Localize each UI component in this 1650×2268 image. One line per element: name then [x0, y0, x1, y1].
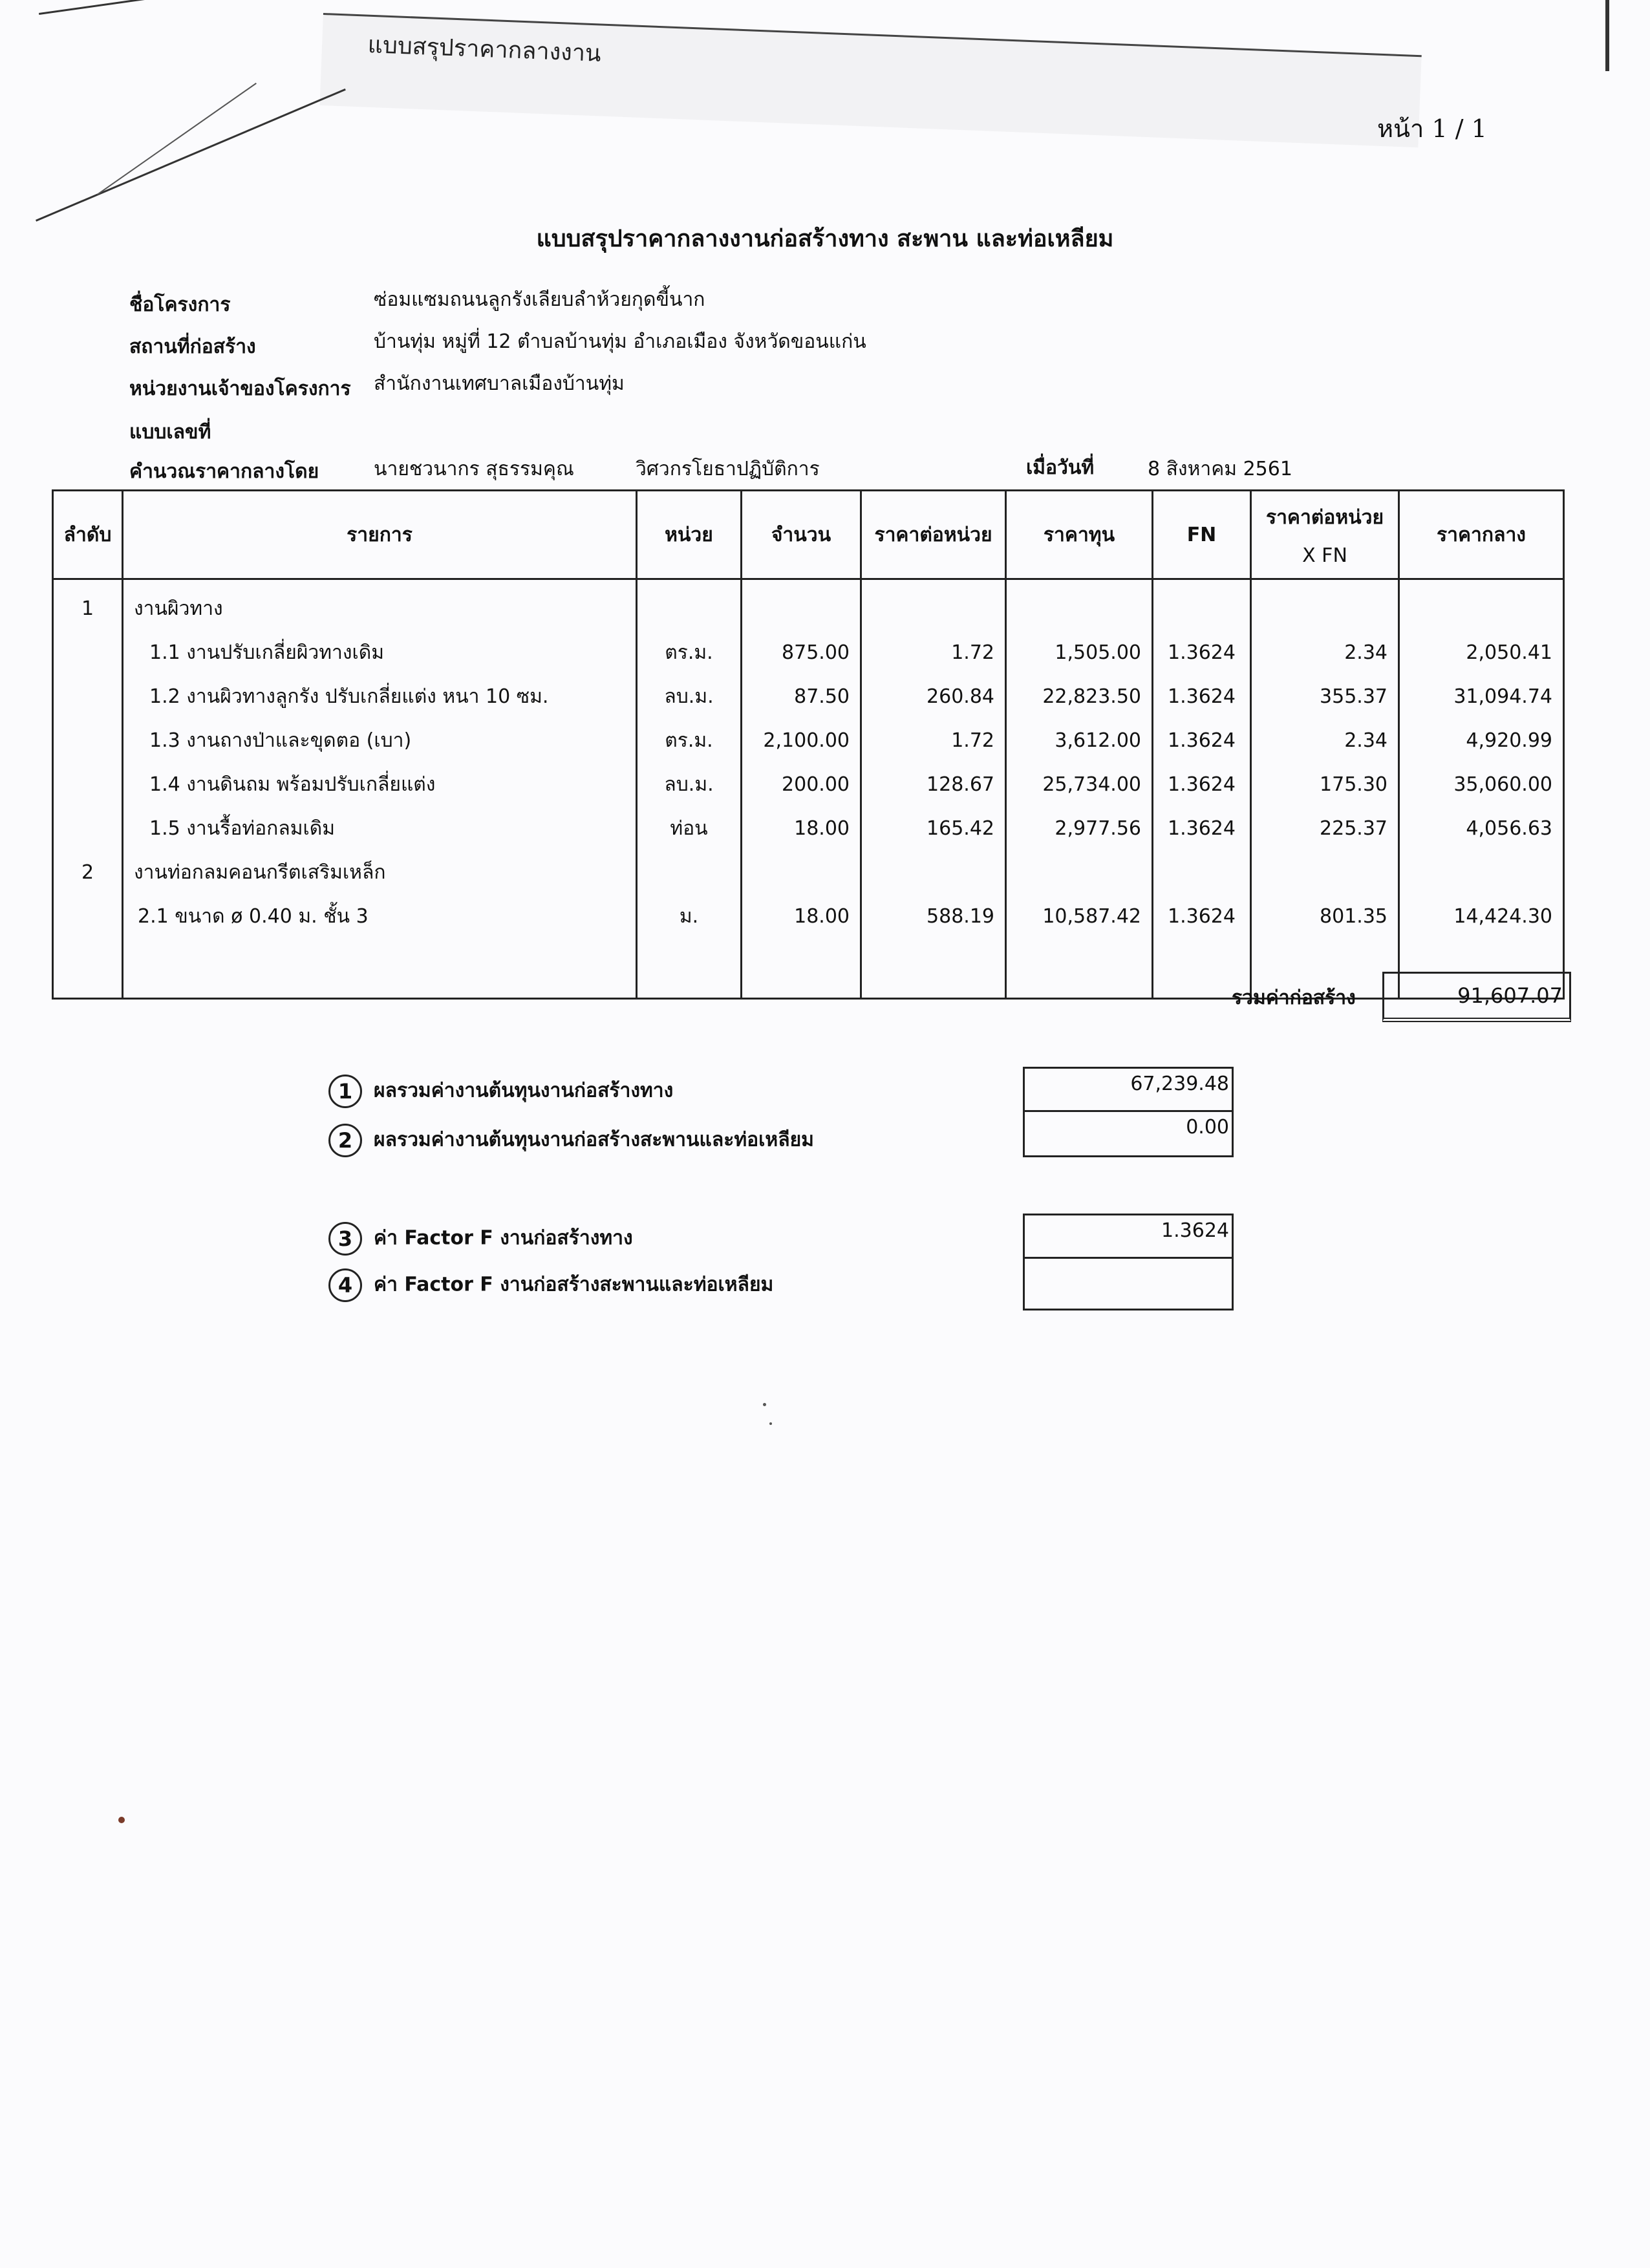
cell-item: 2.1 ขนาด ø 0.40 ม. ชั้น 3 — [123, 894, 637, 938]
header-unit-price-x-fn-line2: X FN — [1302, 544, 1347, 567]
summary-label: ผลรวมค่างานต้นทุนงานก่อสร้างทาง — [374, 1079, 674, 1102]
table-row — [53, 894, 1564, 938]
cell-qty: 2,100.00 — [742, 718, 861, 762]
table-header-row — [53, 491, 1564, 579]
summary-value-box — [1023, 1259, 1234, 1311]
cell-median: 2,050.41 — [1399, 630, 1564, 674]
page-number: หน้า 1 / 1 — [1377, 114, 1487, 143]
cell-empty — [1006, 938, 1153, 999]
cell-item: งานผิวทาง — [123, 579, 637, 631]
header-unit: หน่วย — [637, 491, 742, 579]
cell-unit — [637, 579, 742, 631]
scan-speck — [769, 1422, 772, 1425]
header-unit-price-x-fn-line1: ราคาต่อหน่วย — [1265, 506, 1384, 529]
cell-unit-price: 128.67 — [861, 762, 1006, 806]
document-title: แบบสรุปราคากลางงานก่อสร้างทาง สะพาน และท่อเหลียม — [536, 226, 1114, 252]
price-table — [52, 489, 1565, 1000]
header-unit-price: ราคาต่อหน่วย — [861, 491, 1006, 579]
summary-label: ค่า Factor F งานก่อสร้างทาง — [374, 1226, 633, 1250]
cell-unit-fn: 801.35 — [1251, 894, 1399, 938]
cell-empty — [637, 938, 742, 999]
cell-qty: 18.00 — [742, 806, 861, 850]
scan-edge-mark — [1605, 0, 1609, 71]
site-label: สถานที่ก่อสร้าง — [129, 336, 256, 358]
cell-empty — [123, 938, 637, 999]
scan-artifact-line — [39, 0, 347, 15]
cell-no — [53, 674, 123, 718]
cell-unit: ม. — [637, 894, 742, 938]
table-row — [53, 850, 1564, 894]
cell-cost: 10,587.42 — [1006, 894, 1153, 938]
cell-unit-fn — [1251, 579, 1399, 631]
header-item: รายการ — [123, 491, 637, 579]
drawing-number-label: แบบเลขที่ — [129, 421, 211, 444]
circled-number: 2 — [328, 1124, 362, 1157]
cell-unit-price: 165.42 — [861, 806, 1006, 850]
cell-qty: 875.00 — [742, 630, 861, 674]
summary-value-box: 0.00 — [1023, 1112, 1234, 1157]
header-unit-price-x-fn — [1251, 491, 1399, 579]
header-fn: FN — [1153, 491, 1251, 579]
cell-no — [53, 718, 123, 762]
cell-unit: ลบ.ม. — [637, 762, 742, 806]
cell-no — [53, 806, 123, 850]
cell-cost: 3,612.00 — [1006, 718, 1153, 762]
cell-no: 2 — [53, 850, 123, 894]
cell-cost — [1006, 850, 1153, 894]
cell-median — [1399, 850, 1564, 894]
cell-median: 4,056.63 — [1399, 806, 1564, 850]
total-value: 91,607.07 — [1382, 972, 1571, 1022]
cell-fn: 1.3624 — [1153, 718, 1251, 762]
cell-median: 35,060.00 — [1399, 762, 1564, 806]
cell-median: 4,920.99 — [1399, 718, 1564, 762]
header-qty: จำนวน — [742, 491, 861, 579]
date-label: เมื่อวันที่ — [1026, 456, 1095, 479]
cell-cost: 22,823.50 — [1006, 674, 1153, 718]
project-name-value: ซ่อมแซมถนนลูกรังเลียบลำห้วยกุดขี้นาก — [374, 288, 705, 311]
header-no: ลำดับ — [53, 491, 123, 579]
scan-artifact-line — [36, 89, 346, 222]
summary-line-3 — [328, 1222, 633, 1256]
cell-fn: 1.3624 — [1153, 674, 1251, 718]
folded-page-text: แบบสรุปราคากลางงาน — [367, 31, 602, 67]
cell-median: 14,424.30 — [1399, 894, 1564, 938]
cell-unit-fn — [1251, 850, 1399, 894]
scan-speck — [118, 1817, 125, 1823]
header-cost: ราคาทุน — [1006, 491, 1153, 579]
cell-qty — [742, 579, 861, 631]
cell-qty: 87.50 — [742, 674, 861, 718]
cell-no — [53, 630, 123, 674]
cell-unit-price: 1.72 — [861, 718, 1006, 762]
cell-median — [1399, 579, 1564, 631]
cell-unit: ตร.ม. — [637, 718, 742, 762]
cell-qty — [742, 850, 861, 894]
cell-unit-price: 588.19 — [861, 894, 1006, 938]
cell-unit-fn: 355.37 — [1251, 674, 1399, 718]
cell-unit-price: 1.72 — [861, 630, 1006, 674]
cell-cost — [1006, 579, 1153, 631]
table-row — [53, 579, 1564, 631]
summary-line-2 — [328, 1124, 814, 1157]
cell-no — [53, 894, 123, 938]
cell-item: 1.4 งานดินถม พร้อมปรับเกลี่ยแต่ง — [123, 762, 637, 806]
cell-empty — [861, 938, 1006, 999]
cell-unit — [637, 850, 742, 894]
owner-value: สำนักงานเทศบาลเมืองบ้านทุ่ม — [374, 372, 625, 395]
cell-median: 31,094.74 — [1399, 674, 1564, 718]
project-name-label: ชื่อโครงการ — [129, 294, 231, 316]
cell-unit: ท่อน — [637, 806, 742, 850]
table-row — [53, 674, 1564, 718]
cell-unit-fn: 175.30 — [1251, 762, 1399, 806]
cell-fn: 1.3624 — [1153, 630, 1251, 674]
cell-unit-price — [861, 850, 1006, 894]
calculated-by-name: นายชวนากร สุธรรมคุณ — [374, 458, 574, 480]
cell-unit-price — [861, 579, 1006, 631]
table-row — [53, 806, 1564, 850]
cell-unit-fn: 2.34 — [1251, 630, 1399, 674]
cell-item: งานท่อกลมคอนกรีตเสริมเหล็ก — [123, 850, 637, 894]
cell-unit-fn: 225.37 — [1251, 806, 1399, 850]
calculated-by-position: วิศวกรโยธาปฏิบัติการ — [636, 458, 820, 480]
cell-unit: ลบ.ม. — [637, 674, 742, 718]
scan-speck — [763, 1403, 766, 1406]
cell-empty — [742, 938, 861, 999]
cell-fn: 1.3624 — [1153, 894, 1251, 938]
cell-cost: 2,977.56 — [1006, 806, 1153, 850]
total-label: รวมค่าก่อสร้าง — [1232, 987, 1356, 1009]
summary-line-4 — [328, 1268, 773, 1302]
cell-fn — [1153, 579, 1251, 631]
cell-item: 1.1 งานปรับเกลี่ยผิวทางเดิม — [123, 630, 637, 674]
cell-unit: ตร.ม. — [637, 630, 742, 674]
circled-number: 1 — [328, 1075, 362, 1108]
cell-cost: 25,734.00 — [1006, 762, 1153, 806]
cell-qty: 18.00 — [742, 894, 861, 938]
circled-number: 4 — [328, 1268, 362, 1302]
cell-item: 1.3 งานถางป่าและขุดตอ (เบา) — [123, 718, 637, 762]
summary-label: ค่า Factor F งานก่อสร้างสะพานและท่อเหลียม — [374, 1273, 774, 1296]
cell-item: 1.2 งานผิวทางลูกรัง ปรับเกลี่ยแต่ง หนา 10 ซม. — [123, 674, 637, 718]
cell-item: 1.5 งานรื้อท่อกลมเดิม — [123, 806, 637, 850]
cell-unit-price: 260.84 — [861, 674, 1006, 718]
cell-cost: 1,505.00 — [1006, 630, 1153, 674]
summary-value-box: 1.3624 — [1023, 1214, 1234, 1259]
date-value: 8 สิงหาคม 2561 — [1148, 458, 1292, 480]
cell-qty: 200.00 — [742, 762, 861, 806]
table-row — [53, 762, 1564, 806]
site-value: บ้านทุ่ม หมู่ที่ 12 ตำบลบ้านทุ่ม อำเภอเมือง จังหวัดขอนแก่น — [374, 330, 866, 353]
scan-artifact-line — [97, 83, 257, 195]
owner-label: หน่วยงานเจ้าของโครงการ — [129, 378, 351, 400]
summary-line-1 — [328, 1075, 673, 1108]
cell-unit-fn: 2.34 — [1251, 718, 1399, 762]
cell-empty — [53, 938, 123, 999]
table-row — [53, 718, 1564, 762]
summary-value-box: 67,239.48 — [1023, 1067, 1234, 1112]
header-median-price: ราคากลาง — [1399, 491, 1564, 579]
cell-no: 1 — [53, 579, 123, 631]
cell-fn: 1.3624 — [1153, 762, 1251, 806]
circled-number: 3 — [328, 1222, 362, 1256]
summary-label: ผลรวมค่างานต้นทุนงานก่อสร้างสะพานและท่อเหลียม — [374, 1128, 814, 1151]
table-row — [53, 630, 1564, 674]
calculated-by-label: คำนวณราคากลางโดย — [129, 460, 319, 483]
cell-fn: 1.3624 — [1153, 806, 1251, 850]
cell-fn — [1153, 850, 1251, 894]
cell-no — [53, 762, 123, 806]
